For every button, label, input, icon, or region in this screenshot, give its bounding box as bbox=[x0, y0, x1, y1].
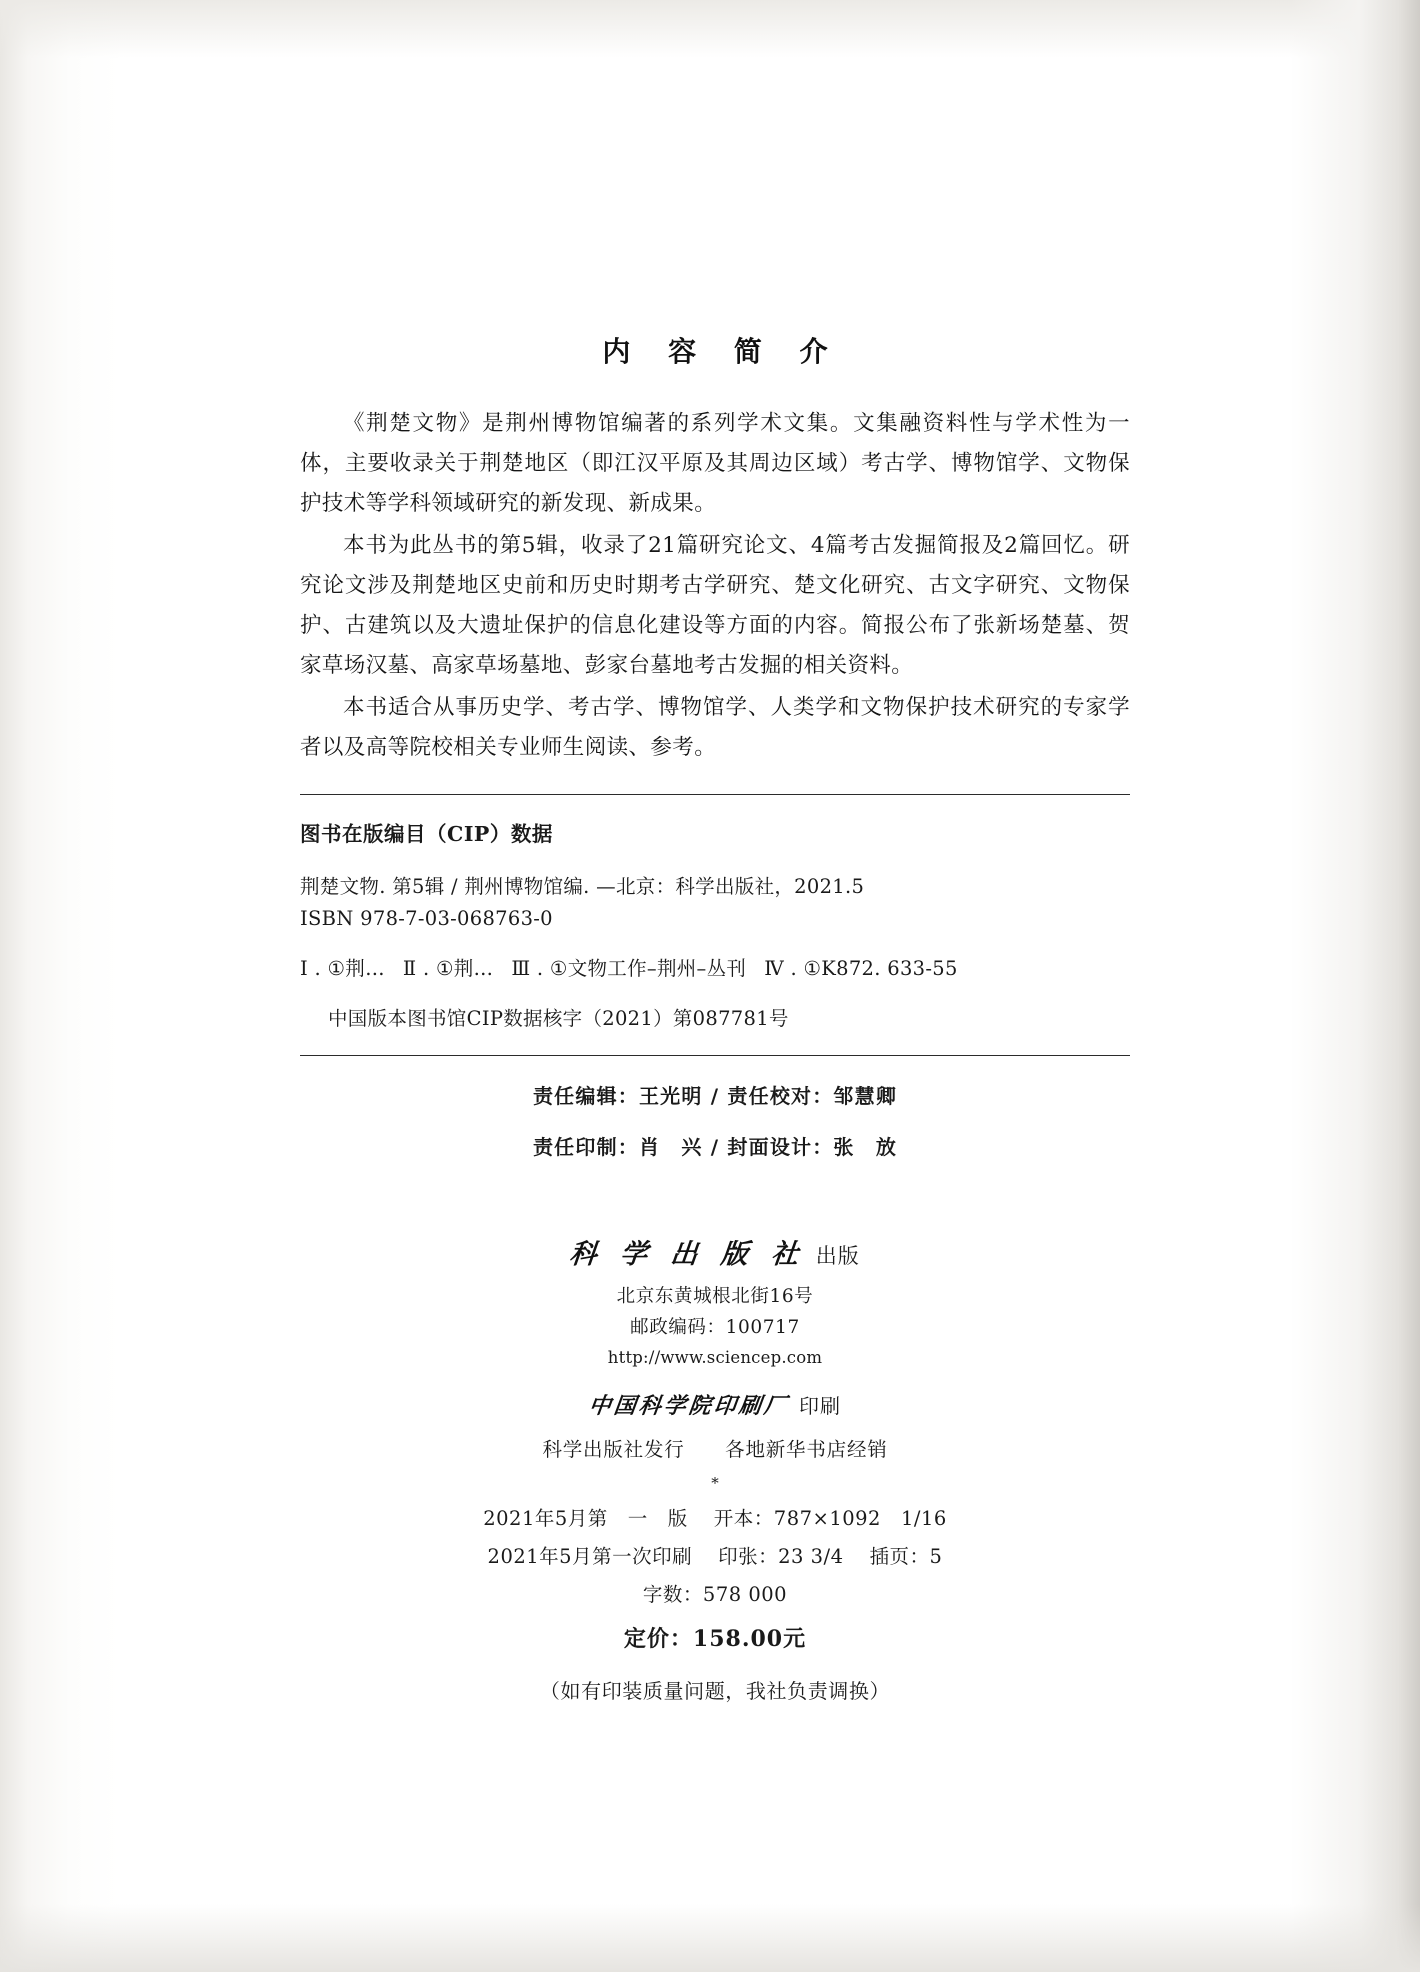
credits-production-line bbox=[300, 1131, 1130, 1160]
abstract-paragraph: 本书适合从事历史学、考古学、博物馆学、人类学和文物保护技术研究的专家学者以及高等院校相关专业师生阅读、参考。 bbox=[300, 695, 1130, 760]
cip-title: 图书在版编目（CIP）数据 bbox=[300, 822, 553, 846]
cip-bibliographic-line: 荆楚文物. 第5辑 / 荆州博物馆编. —北京：科学出版社，2021.5 bbox=[300, 875, 865, 898]
printer-suffix: 印刷 bbox=[799, 1394, 841, 1418]
cip-spacer bbox=[300, 935, 1130, 953]
credits-editor-line bbox=[300, 1080, 1130, 1109]
edition-date: 2021年5月第 一 版 bbox=[483, 1507, 688, 1530]
proofreader-name: 邹慧卿 bbox=[833, 1084, 898, 1108]
publisher-suffix: 出版 bbox=[815, 1244, 860, 1268]
imprint-price: 定价：158.00元 bbox=[623, 1626, 807, 1652]
publisher-name-line bbox=[300, 1232, 1130, 1271]
cip-isbn: ISBN 978-7-03-068763-0 bbox=[300, 907, 553, 930]
credits-section bbox=[300, 1080, 1130, 1160]
abstract-section bbox=[300, 404, 1130, 768]
publisher-section bbox=[300, 1232, 1130, 1710]
cip-classification bbox=[300, 953, 1130, 985]
imprint-quality-note: （如有印装质量问题，我社负责调换） bbox=[539, 1679, 891, 1703]
responsible-editor-label: 责任编辑： bbox=[532, 1084, 639, 1108]
proofreader-label: 责任校对： bbox=[727, 1084, 834, 1108]
cover-designer-label: 封面设计： bbox=[727, 1135, 834, 1159]
cip-section bbox=[300, 817, 1130, 1035]
page-edge-shadow-right bbox=[1285, 0, 1420, 1972]
ornament-asterisk: * bbox=[711, 1474, 719, 1492]
cip-spacer bbox=[300, 985, 1130, 1003]
publisher-postcode: 邮政编码：100717 bbox=[630, 1317, 800, 1338]
cip-class-item: Ⅱ . ①荆… bbox=[402, 957, 494, 980]
credits-separator: / bbox=[702, 1084, 728, 1108]
page-edge-shadow-top bbox=[0, 0, 1420, 60]
responsible-editor-name: 王光明 bbox=[638, 1084, 703, 1108]
publisher-logo-wordmark: 科 学 出 版 社 bbox=[568, 1239, 808, 1270]
divider-above-cip bbox=[300, 794, 1130, 795]
imprint-edition-row bbox=[300, 1500, 1130, 1538]
publisher-address: 北京东黄城根北街16号 bbox=[616, 1286, 814, 1307]
print-date: 2021年5月第一次印刷 bbox=[487, 1545, 693, 1568]
page-title: 内 容 简 介 bbox=[602, 335, 842, 368]
page-edge-shadow-bottom bbox=[0, 1902, 1420, 1972]
divider-below-cip bbox=[300, 1055, 1130, 1056]
sheets-label: 印张： bbox=[718, 1545, 779, 1568]
cip-class-item: Ⅲ . ①文物工作–荆州–丛刊 bbox=[511, 957, 747, 980]
imprint-wordcount-row: 字数：578 000 bbox=[642, 1583, 788, 1606]
publisher-website: http://www.sciencep.com bbox=[607, 1348, 823, 1367]
cip-class-item: Ⅰ . ①荆… bbox=[300, 957, 385, 980]
production-label: 责任印制： bbox=[532, 1135, 639, 1159]
colophon-content bbox=[300, 330, 1130, 1710]
imprint-block bbox=[300, 1500, 1130, 1710]
cip-class-item: Ⅳ . ①K872. 633-55 bbox=[764, 957, 958, 980]
cip-core-number: 中国版本图书馆CIP数据核字（2021）第087781号 bbox=[328, 1007, 789, 1030]
printer-logo-wordmark: 中国科学院印刷厂 bbox=[587, 1393, 791, 1419]
abstract-paragraph: 本书为此丛书的第5辑，收录了21篇研究论文、4篇考古发掘简报及2篇回忆。研究论文涉及荆楚地区史前和历史时期考古学研究、楚文化研究、古文字研究、文物保护、古建筑以及大遗址保护的信息化建设等方面的内容。简报公布了张新场楚墓、贺家草场汉墓、高家草场墓地、彭家台墓地考古发掘的相关资料。 bbox=[300, 533, 1130, 678]
imprint-printing-row bbox=[300, 1538, 1130, 1576]
sheets-value: 23 3/4 bbox=[778, 1545, 844, 1568]
cover-designer-name: 张 放 bbox=[833, 1135, 898, 1159]
distribution-line: 科学出版社发行 各地新华书店经销 bbox=[542, 1438, 888, 1461]
credits-separator: / bbox=[702, 1135, 728, 1159]
format-label: 开本： bbox=[713, 1507, 774, 1530]
production-name: 肖 兴 bbox=[638, 1135, 703, 1159]
abstract-paragraph: 《荆楚文物》是荆州博物馆编著的系列学术文集。文集融资料性与学术性为一体，主要收录关于荆楚地区（即江汉平原及其周边区域）考古学、博物馆学、文物保护技术等学科领域研究的新发现、新成果。 bbox=[300, 411, 1130, 516]
format-value: 787×1092 1/16 bbox=[773, 1507, 947, 1530]
inserts-label: 插页： bbox=[869, 1545, 930, 1568]
printer-line bbox=[300, 1389, 1130, 1420]
inserts-value: 5 bbox=[929, 1545, 943, 1568]
